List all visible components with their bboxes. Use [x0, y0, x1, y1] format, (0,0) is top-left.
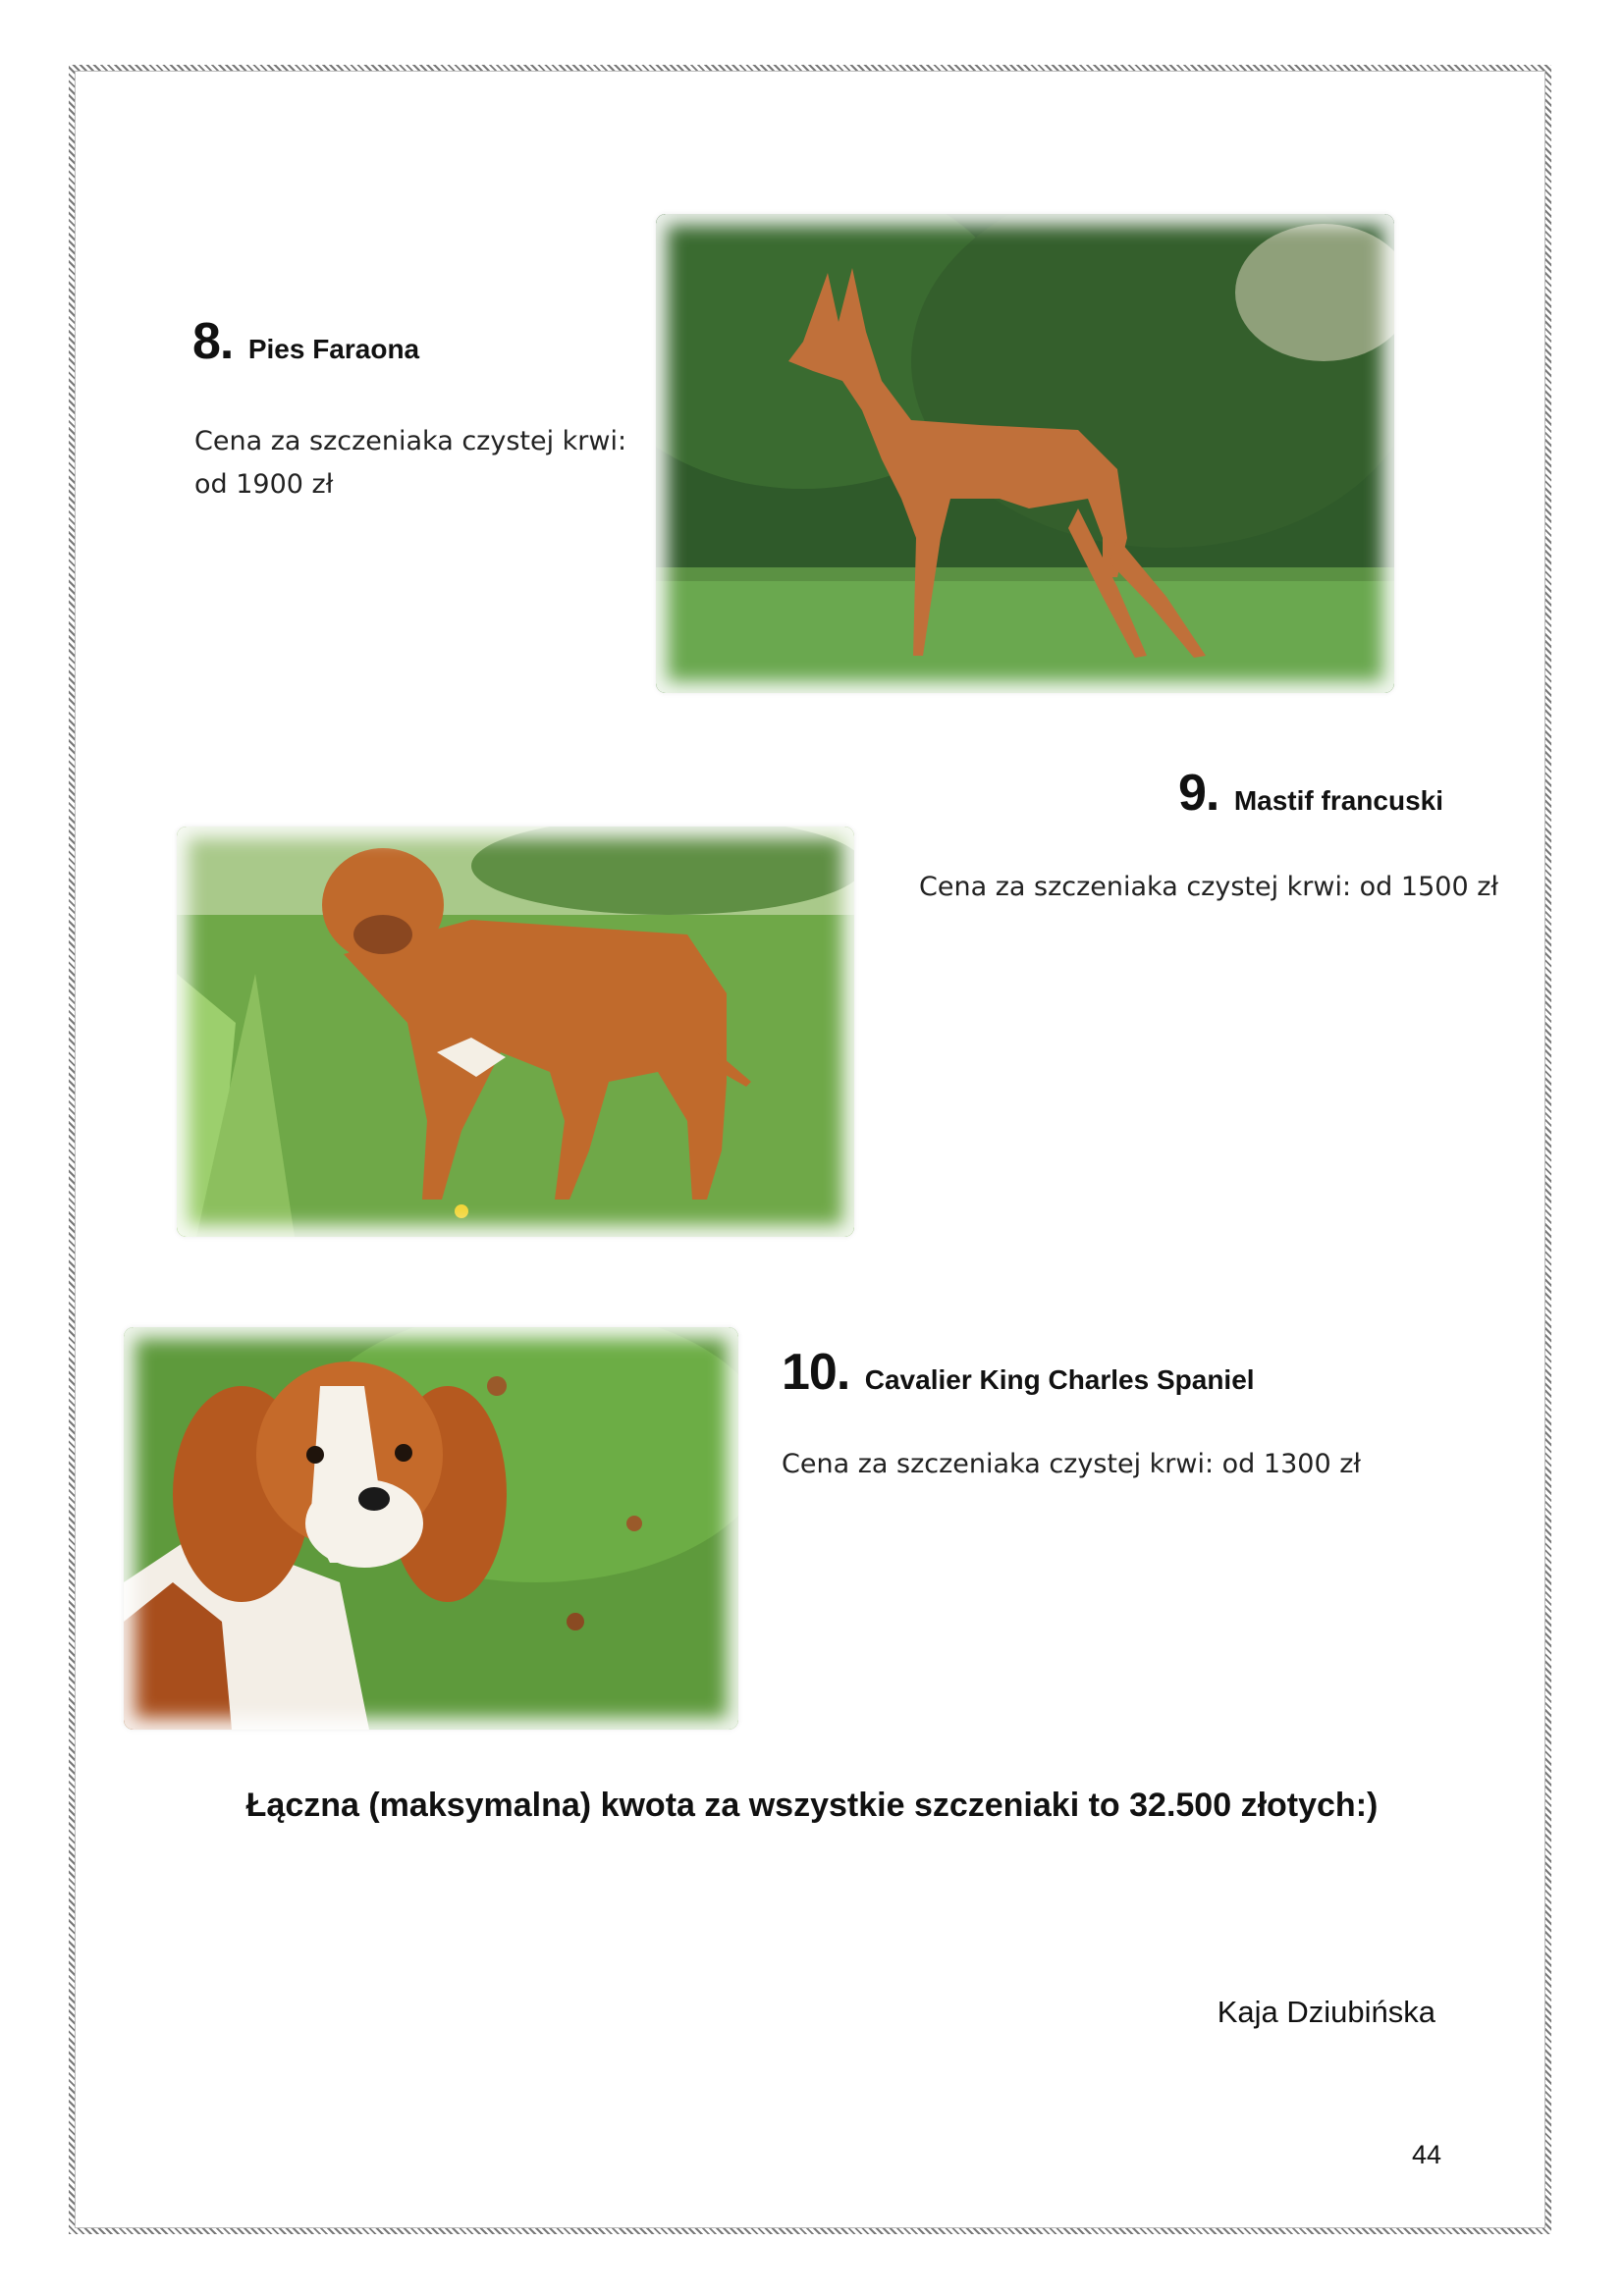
- entry-8-heading: 8. Pies Faraona: [192, 313, 420, 370]
- cavalier-spaniel-photo: [124, 1327, 738, 1730]
- entry-name: Pies Faraona: [247, 334, 420, 364]
- entry-name: Cavalier King Charles Spaniel: [864, 1364, 1255, 1395]
- entry-10-heading: 10. Cavalier King Charles Spaniel: [782, 1344, 1255, 1401]
- author-name: Kaja Dziubińska: [1217, 1995, 1435, 2029]
- total-summary: Łączna (maksymalna) kwota za wszystkie szczeniaki to 32.500 złotych:): [245, 1787, 1379, 1824]
- entry-10-price: Cena za szczeniaka czystej krwi: od 1300 zł: [782, 1449, 1362, 1479]
- french-mastiff-photo: [177, 827, 854, 1237]
- entry-9-price: Cena za szczeniaka czystej krwi: od 1500 zł: [919, 872, 1499, 902]
- price-line-1: Cena za szczeniaka czystej krwi:: [194, 426, 627, 456]
- entry-name: Mastif francuski: [1233, 785, 1443, 816]
- price-line-2: od 1900 zł: [194, 469, 334, 500]
- entry-8-price: [194, 420, 626, 507]
- pharaoh-hound-photo: [656, 214, 1394, 693]
- entry-number: 9: [1178, 765, 1206, 822]
- entry-9-heading: 9. Mastif francuski: [1178, 765, 1443, 822]
- entry-number: 10: [782, 1344, 837, 1401]
- entry-number: 8: [192, 313, 220, 370]
- page-number: 44: [1411, 2140, 1441, 2169]
